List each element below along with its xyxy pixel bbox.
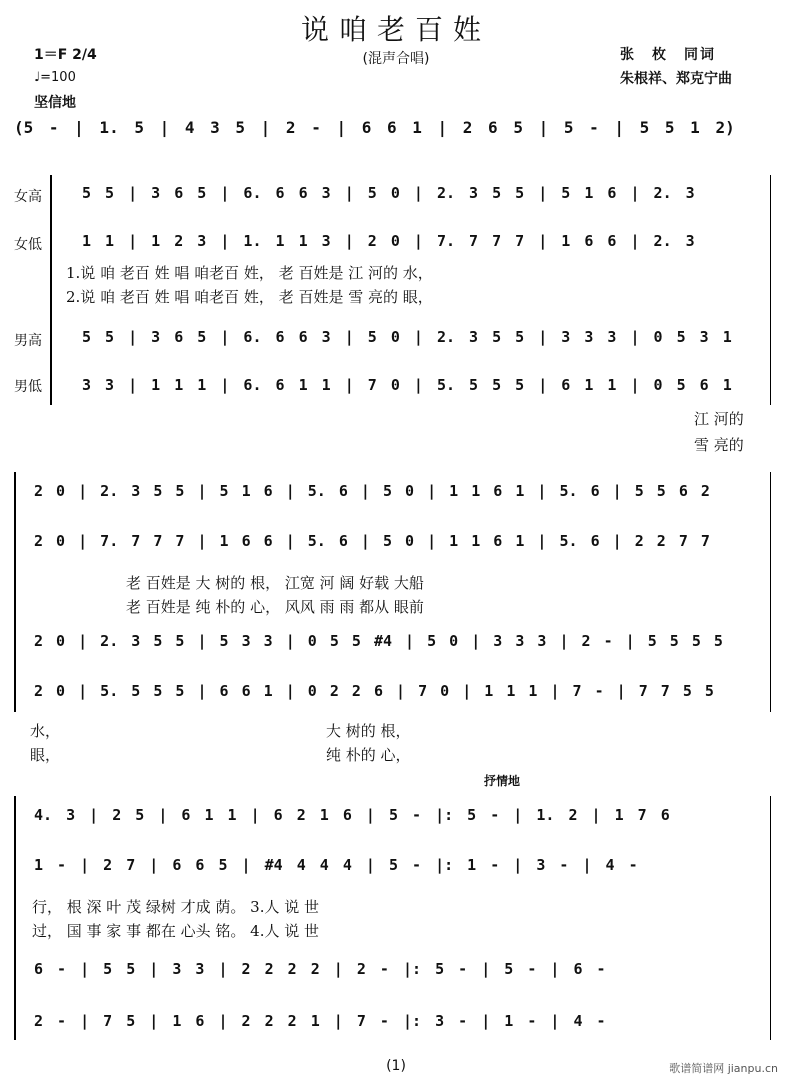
lyric-verse-1: 行， 根 深 叶 茂 绿树 才成 荫。 3.人 说 世 bbox=[32, 898, 319, 916]
male-lyric: 大 树的 根， bbox=[326, 722, 411, 740]
tenor-part: 2 0 | 2. 3 5 5 | 5 3 3 | 0 5 5 #4 | 5 0 | 3 3 3 | 2 - | 5 5 5 5 bbox=[34, 632, 723, 650]
voice-label: 男高 bbox=[14, 333, 42, 349]
male-lyric: 眼， bbox=[30, 746, 61, 764]
lyric-verse-2: 老 百姓是 纯 朴的 心， 风风 雨 雨 都从 眼前 bbox=[126, 598, 424, 616]
system-brace bbox=[50, 175, 52, 405]
system-brace bbox=[14, 796, 16, 1040]
intro-line: (5 - | 1. 5 | 4 3 5 | 2 - | 6 6 1 | 2 6 5 | 5 - | 5 5 1 2) bbox=[14, 118, 735, 137]
lyric-verse-2: 2.说 咱 老百 姓 唱 咱老百 姓， 老 百姓是 雪 亮的 眼， bbox=[66, 288, 433, 306]
page-title: 说咱老百姓 bbox=[300, 13, 491, 46]
system-end-bar bbox=[770, 175, 771, 405]
key-signature: 1＝F 2/4 bbox=[34, 47, 97, 63]
soprano-part: 4. 3 | 2 5 | 6 1 1 | 6 2 1 6 | 5 - |: 5 - | 1. 2 | 1 7 6 bbox=[34, 806, 670, 824]
system-end-bar bbox=[770, 796, 771, 1040]
lyricist-credit: 张 枚 同词 bbox=[620, 47, 716, 63]
page-number: (1) bbox=[386, 1058, 406, 1074]
lyric-verse-1: 1.说 咱 老百 姓 唱 咱老百 姓， 老 百姓是 江 河的 水， bbox=[66, 264, 433, 282]
male-lyric: 雪 亮的 bbox=[694, 436, 744, 454]
soprano-part: 2 0 | 2. 3 5 5 | 5 1 6 | 5. 6 | 5 0 | 1 1 6 1 | 5. 6 | 5 5 6 2 bbox=[34, 482, 710, 500]
tenor-part: 6 - | 5 5 | 3 3 | 2 2 2 2 | 2 - |: 5 - | 5 - | 6 - bbox=[34, 960, 606, 978]
expression-mark: 坚信地 bbox=[34, 95, 76, 111]
watermark: 歌谱简谱网 jianpu.cn bbox=[669, 1062, 778, 1075]
soprano-part: 5 5 | 3 6 5 | 6. 6 6 3 | 5 0 | 2. 3 5 5 | 5 1 6 | 2. 3 bbox=[82, 184, 695, 202]
voice-label: 女高 bbox=[14, 189, 42, 205]
lyric-verse-1: 老 百姓是 大 树的 根， 江宽 河 阔 好载 大船 bbox=[126, 574, 424, 592]
voice-label: 男低 bbox=[14, 379, 42, 395]
male-lyric: 水， bbox=[30, 722, 61, 740]
alto-part: 2 0 | 7. 7 7 7 | 1 6 6 | 5. 6 | 5 0 | 1 1 6 1 | 5. 6 | 2 2 7 7 bbox=[34, 532, 710, 550]
tempo-mark: ♩=100 bbox=[34, 70, 76, 85]
tenor-part: 5 5 | 3 6 5 | 6. 6 6 3 | 5 0 | 2. 3 5 5 | 3 3 3 | 0 5 3 1 bbox=[82, 328, 732, 346]
subtitle: (混声合唱) bbox=[362, 51, 430, 67]
voice-label: 女低 bbox=[14, 237, 42, 253]
alto-part: 1 1 | 1 2 3 | 1. 1 1 3 | 2 0 | 7. 7 7 7 | 1 6 6 | 2. 3 bbox=[82, 232, 695, 250]
bass-part: 2 0 | 5. 5 5 5 | 6 6 1 | 0 2 2 6 | 7 0 | 1 1 1 | 7 - | 7 7 5 5 bbox=[34, 682, 714, 700]
expression-mark: 抒情地 bbox=[484, 774, 521, 788]
bass-part: 2 - | 7 5 | 1 6 | 2 2 2 1 | 7 - |: 3 - | 1 - | 4 - bbox=[34, 1012, 606, 1030]
composer-credit: 朱根祥、郑克宁曲 bbox=[620, 71, 732, 87]
system-brace bbox=[14, 472, 16, 712]
male-lyric: 江 河的 bbox=[694, 410, 744, 428]
system-end-bar bbox=[770, 472, 771, 712]
bass-part: 3 3 | 1 1 1 | 6. 6 1 1 | 7 0 | 5. 5 5 5 | 6 1 1 | 0 5 6 1 bbox=[82, 376, 732, 394]
alto-part: 1 - | 2 7 | 6 6 5 | #4 4 4 4 | 5 - |: 1 - | 3 - | 4 - bbox=[34, 856, 638, 874]
male-lyric: 纯 朴的 心， bbox=[326, 746, 411, 764]
lyric-verse-2: 过， 国 事 家 事 都在 心头 铭。 4.人 说 世 bbox=[32, 922, 319, 940]
